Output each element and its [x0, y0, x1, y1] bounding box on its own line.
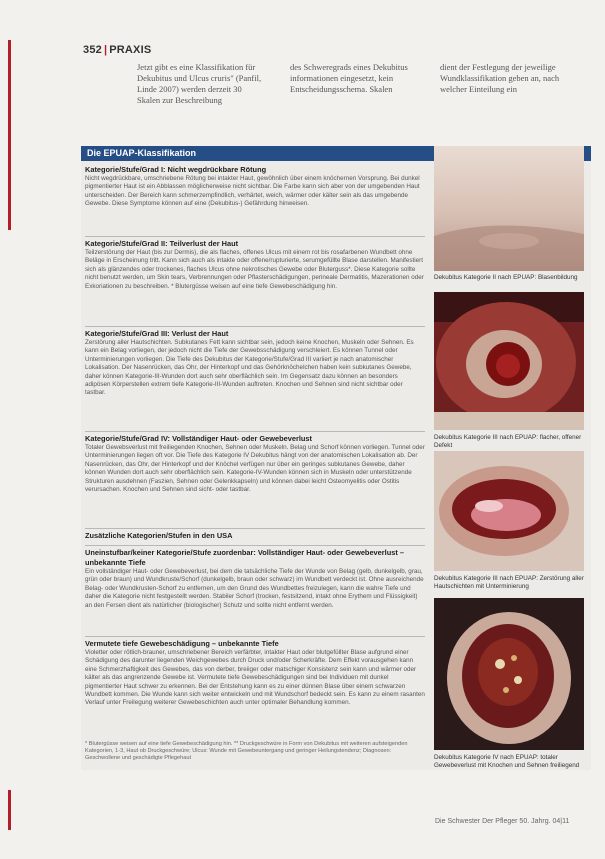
photo-caption-1: Dekubitus Kategorie II nach EPUAP: Blasenbildung: [434, 274, 578, 281]
divider: [85, 431, 425, 432]
section-heading: Kategorie/Stufe/Grad III: Verlust der Haut: [85, 329, 229, 338]
divider: [85, 326, 425, 327]
section-category-4: [85, 434, 425, 494]
section-body: Totaler Gewebsverlust mit freiliegenden Knochen, Sehnen oder Muskeln. Belag und Schorf können vorliegen. Tunnel oder Unterminierungen liegen oft vor. Die Tiefe des Kategorie IV Dekubitus hängt von der anatomischen Lokalisation ab. Der Nasenrücken, das Ohr, der Hinterkopf und der Knöchel verfügen nur über ein geringes subkutanes Gewebe, daher können Wunden dort auch sehr oberflächlich sein. Kategorie-IV-Wunden können sich in Muskeln oder unterstützende Strukturen ausdehnen (Faszien, Sehnen oder Gelenkkapseln) und können dabei leicht Osteomyelitis oder Ostitis verursachen. Knochen und Sehnen sind sicht- oder tastbar.: [85, 444, 425, 494]
section-title: PRAXIS: [109, 44, 152, 56]
section-body: Violetter oder rötlich-brauner, umschriebener Bereich verfärbter, intakter Haut oder blutgefüllter Blase aufgrund einer Schädigung des darunter liegenden Weichgewebes durch Druck und/oder Scherkräfte. Dem Effekt vorausgehen kann eine Schmerzhaftigkeit des Gewebes, das von derber, breiiger oder matschiger Konsistenz sein kann und wärmer oder kälter als das angrenzende Gewebe ist. Vermutete tiefe Gewebeschädigungen sind bei Individuen mit dunkel pigmentierter Haut schwer zu erkennen. Bei der Entstehung kann es zu einer dünnen Blase über einem schwarzen Wundbett kommen. Die Wunde kann sich weiter entwickeln und mit Wundschorf bedeckt sein. Es kann zu einem rasanten Verlauf unter Freilegung weiterer Gewebeschichten auch unter optimaler Behandlung kommen.: [85, 649, 425, 707]
wound-photo-category-3: [434, 292, 584, 430]
section-heading: Vermutete tiefe Gewebeschädigung – unbekannte Tiefe: [85, 639, 279, 648]
section-body: Ein vollständiger Haut- oder Gewebeverlust, bei dem die tatsächliche Tiefe der Wunde von Belag (gelb, dunkelgelb, grau, grün oder braun) und Wundkruste/Schorf (dunkelgelb, braun oder schwarz) im Wundbett verdeckt ist. Ohne ausreichende Belag- oder Wundkrusten-Schorf zu entfernen, um den Grund des Wundbettes freizulegen, kann die wahre Tiefe und daher die Kategorie nicht festgestellt werden. Stabiler Schorf (trocken, festsitzend, intakt ohne Erythem und Flüssigkeit) an den Fersen dient als natürlicher (biologischer) Schutz und sollte nicht entfernt werden.: [85, 568, 424, 609]
section-body: Nicht wegdrückbare, umschriebene Rötung bei intakter Haut, gewöhnlich über einem knöchernen Vorsprung. Bei dunkel pigmentierter Haut ist ein Abblassen möglicherweise nicht sichtbar. Die Farbe kann sich aber von der umgebenden Haut unterscheiden. Der Bereich kann schmerzempfindlich, verhärtet, weich, wärmer oder kälter sein als das umgebende Gewebe. Diese Symptome können auf eine (Dekubitus-) Gefährdung hinweisen.: [85, 175, 420, 208]
photo-caption-4: Dekubitus Kategorie IV nach EPUAP: totaler Gewebeverlust mit Knochen und Sehnen freiliegend: [434, 754, 580, 769]
section-heading: Zusätzliche Kategorien/Stufen in den USA: [85, 531, 233, 540]
page-header: 352 | PRAXIS: [83, 44, 152, 56]
section-heading: Kategorie/Stufe/Grad I: Nicht wegdrückbare Rötung: [85, 165, 267, 174]
section-unstageable: [85, 548, 425, 610]
divider: [85, 545, 425, 546]
intro-column-1: Jetzt gibt es eine Klassifikation für Dekubitus und Ulcus cruris" (Panfil, Linde 2007) werden derzeit 30 Skalen zur Beschreibung: [137, 62, 262, 105]
section-deep-tissue-injury: [85, 639, 425, 708]
red-margin-bar: [8, 40, 11, 230]
epuap-classification-box: [81, 146, 591, 770]
section-body: Zerstörung aller Hautschichten. Subkutanes Fett kann sichtbar sein, jedoch keine Knochen, Muskeln oder Sehnen. Es kann ein Belag vorliegen, der jedoch nicht die Tiefe der Gewebsschädigung verschleiert. Es können Tunnel oder Unterminierungen vorliegen. Die Tiefe des Dekubitus der Kategorie/Stufe/Grad III variiert je nach anatomischer Lokalisation. Der Nasenrücken, das Ohr, der Hinterkopf und das Gehörknöchelchen haben kein subkutanes Gewebe, daher können Kategorie-III-Wunden dort auch sehr oberflächlich sein. Im Gegensatz dazu können an besonders adipösen Körperstellen extrem tiefe Kategorie-III-Wunden auftreten. Knochen und Sehnen sind nicht sichtbar oder tastbar.: [85, 339, 414, 397]
divider: [85, 636, 425, 637]
red-margin-bar-bottom: [8, 790, 11, 830]
intro-column-3: dient der Festlegung der jeweilige Wundklassifikation geben an, nach welcher Einteilung ein: [440, 62, 560, 94]
page-number: 352: [83, 44, 102, 56]
section-body: Teilzerstörung der Haut (bis zur Dermis), die als flaches, offenes Ulcus mit einem rot bis rosafarbenen Wundbett ohne Beläge in Erscheinung tritt. Kann sich auch als intakte oder offene/rupturierte, serumgefüllte Blase darstellen. Manifestiert sich als glänzendes oder trockenes, flaches Ulcus ohne nekrotisches Gewebe oder Bluterguss*. Diese Kategorie sollte nicht benutzt werden, um Skin tears, Verbrennungen oder Pflasterschädigungen, perineale Dermatitis, Mazerationen oder Exkoriationen zu beschreiben. * Blutergüsse weisen auf eine tiefe Gewebeschädigung hin.: [85, 249, 424, 290]
section-category-2: [85, 239, 425, 291]
box-footnote: * Blutergüsse weisen auf eine tiefe Gewebeschädigung hin. ** Druckgeschwüre in Form von Dekubitus mit weiteren aufsteigenden Kategorien, 1-3, Haut ob Druckgeschwüre; Ulcus: Wunde mit Gewebeuntergang und geringer Heilungstendenz; Diagnosen: Geschwollene und geschädigte Pflegehaut: [85, 741, 408, 761]
section-heading: Uneinstufbar/keiner Kategorie/Stufe zuordenbar: Vollständiger Haut- oder Gewebeverlust – unbekannte Tiefe: [85, 548, 404, 567]
box-title: Die EPUAP-Klassifikation: [87, 148, 197, 158]
wound-photo-undermining: [434, 451, 584, 571]
divider: [85, 528, 425, 529]
section-category-1: [85, 165, 425, 209]
wound-photo-blister: [434, 146, 584, 271]
divider: [85, 236, 425, 237]
section-category-3: [85, 329, 425, 398]
photo-caption-2: Dekubitus Kategorie III nach EPUAP: flacher, offener Defekt: [434, 434, 582, 449]
photo-caption-3: Dekubitus Kategorie III nach EPUAP: Zerstörung aller Hautschichten mit Unterminierung: [434, 575, 584, 590]
intro-column-2: des Schweregrads eines Dekubitus informationen eingesetzt, kein Entscheidungsschema. Skalen: [290, 62, 408, 94]
wound-photo-category-4: [434, 598, 584, 750]
page-footer: Die Schwester Der Pfleger 50. Jahrg. 04|11: [435, 818, 570, 825]
section-heading: Kategorie/Stufe/Grad II: Teilverlust der Haut: [85, 239, 239, 248]
section-usa-categories: [85, 531, 425, 541]
section-heading: Kategorie/Stufe/Grad IV: Vollständiger Haut- oder Gewebeverlust: [85, 434, 312, 443]
